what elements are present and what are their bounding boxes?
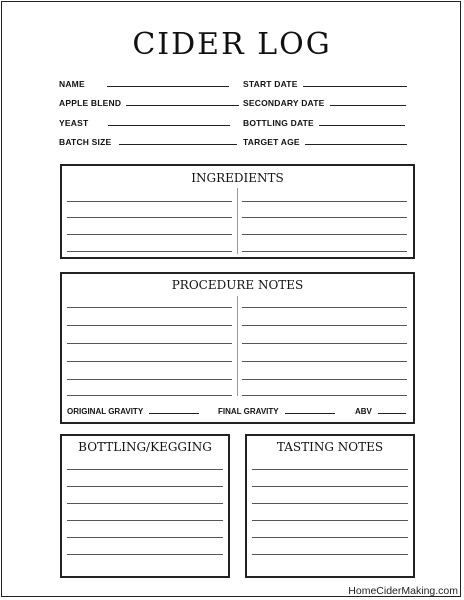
name-line[interactable]: [107, 85, 229, 87]
name-label: NAME: [59, 79, 85, 89]
bottling-date-line[interactable]: [319, 124, 405, 126]
yeast-field[interactable]: [59, 118, 230, 128]
procedure-line[interactable]: [242, 361, 407, 362]
secondary-date-line[interactable]: [330, 104, 406, 106]
original-gravity-field[interactable]: [67, 407, 199, 416]
original-gravity-label: ORIGINAL GRAVITY: [67, 407, 144, 416]
apple-blend-label: APPLE BLEND: [59, 98, 122, 108]
procedure-line[interactable]: [67, 325, 232, 326]
target-age-field[interactable]: [243, 137, 407, 147]
ingredients-line[interactable]: [67, 234, 232, 235]
bottling-kegging-box[interactable]: [60, 434, 230, 578]
bottling-line[interactable]: [67, 520, 223, 521]
batch-size-line[interactable]: [119, 143, 237, 145]
procedure-line[interactable]: [67, 361, 232, 362]
procedure-notes-title: PROCEDURE NOTES: [171, 278, 304, 292]
yeast-line[interactable]: [108, 124, 230, 126]
tasting-line[interactable]: [252, 486, 408, 487]
procedure-line[interactable]: [242, 379, 407, 380]
abv-line[interactable]: [378, 413, 406, 414]
tasting-line[interactable]: [252, 469, 408, 470]
target-age-line[interactable]: [305, 143, 407, 145]
abv-field[interactable]: [355, 407, 406, 416]
procedure-line[interactable]: [67, 307, 232, 308]
batch-size-label: BATCH SIZE: [59, 137, 112, 147]
abv-label: ABV: [355, 407, 372, 416]
procedure-line[interactable]: [67, 395, 232, 396]
bottling-line[interactable]: [67, 554, 223, 555]
bottling-kegging-title: BOTTLING/KEGGING: [78, 440, 212, 454]
procedure-line[interactable]: [242, 307, 407, 308]
procedure-line[interactable]: [242, 395, 407, 396]
tasting-notes-title: TASTING NOTES: [276, 440, 384, 454]
procedure-line[interactable]: [67, 343, 232, 344]
procedure-line[interactable]: [67, 379, 232, 380]
bottling-date-label: BOTTLING DATE: [243, 118, 314, 128]
final-gravity-line[interactable]: [285, 413, 335, 414]
ingredients-box[interactable]: [60, 164, 415, 259]
apple-blend-line[interactable]: [126, 104, 239, 106]
apple-blend-field[interactable]: [59, 98, 239, 108]
yeast-label: YEAST: [59, 118, 89, 128]
name-field[interactable]: [59, 79, 229, 89]
tasting-line[interactable]: [252, 554, 408, 555]
start-date-line[interactable]: [303, 85, 407, 87]
secondary-date-field[interactable]: [243, 98, 406, 108]
ingredients-line[interactable]: [242, 217, 407, 218]
start-date-label: START DATE: [243, 79, 298, 89]
bottling-line[interactable]: [67, 469, 223, 470]
procedure-line[interactable]: [242, 343, 407, 344]
start-date-field[interactable]: [243, 79, 407, 89]
page-title: CIDER LOG: [132, 27, 332, 62]
tasting-notes-box[interactable]: [245, 434, 415, 578]
ingredients-title: INGREDIENTS: [191, 171, 284, 185]
bottling-line[interactable]: [67, 503, 223, 504]
target-age-label: TARGET AGE: [243, 137, 300, 147]
ingredients-divider: [237, 188, 238, 254]
tasting-line[interactable]: [252, 503, 408, 504]
ingredients-line[interactable]: [242, 251, 407, 252]
batch-size-field[interactable]: [59, 137, 237, 147]
final-gravity-field[interactable]: [218, 407, 335, 416]
ingredients-line[interactable]: [242, 234, 407, 235]
bottling-date-field[interactable]: [243, 118, 405, 128]
final-gravity-label: FINAL GRAVITY: [218, 407, 279, 416]
tasting-line[interactable]: [252, 537, 408, 538]
tasting-line[interactable]: [252, 520, 408, 521]
ingredients-line[interactable]: [67, 251, 232, 252]
bottling-line[interactable]: [67, 486, 223, 487]
ingredients-line[interactable]: [242, 201, 407, 202]
ingredients-line[interactable]: [67, 201, 232, 202]
procedure-notes-box[interactable]: [60, 272, 415, 424]
bottling-line[interactable]: [67, 537, 223, 538]
procedure-line[interactable]: [242, 325, 407, 326]
procedure-divider: [237, 296, 238, 396]
footer-site: HomeCiderMaking.com: [348, 585, 458, 597]
ingredients-line[interactable]: [67, 217, 232, 218]
original-gravity-line[interactable]: [149, 413, 199, 414]
secondary-date-label: SECONDARY DATE: [243, 98, 325, 108]
